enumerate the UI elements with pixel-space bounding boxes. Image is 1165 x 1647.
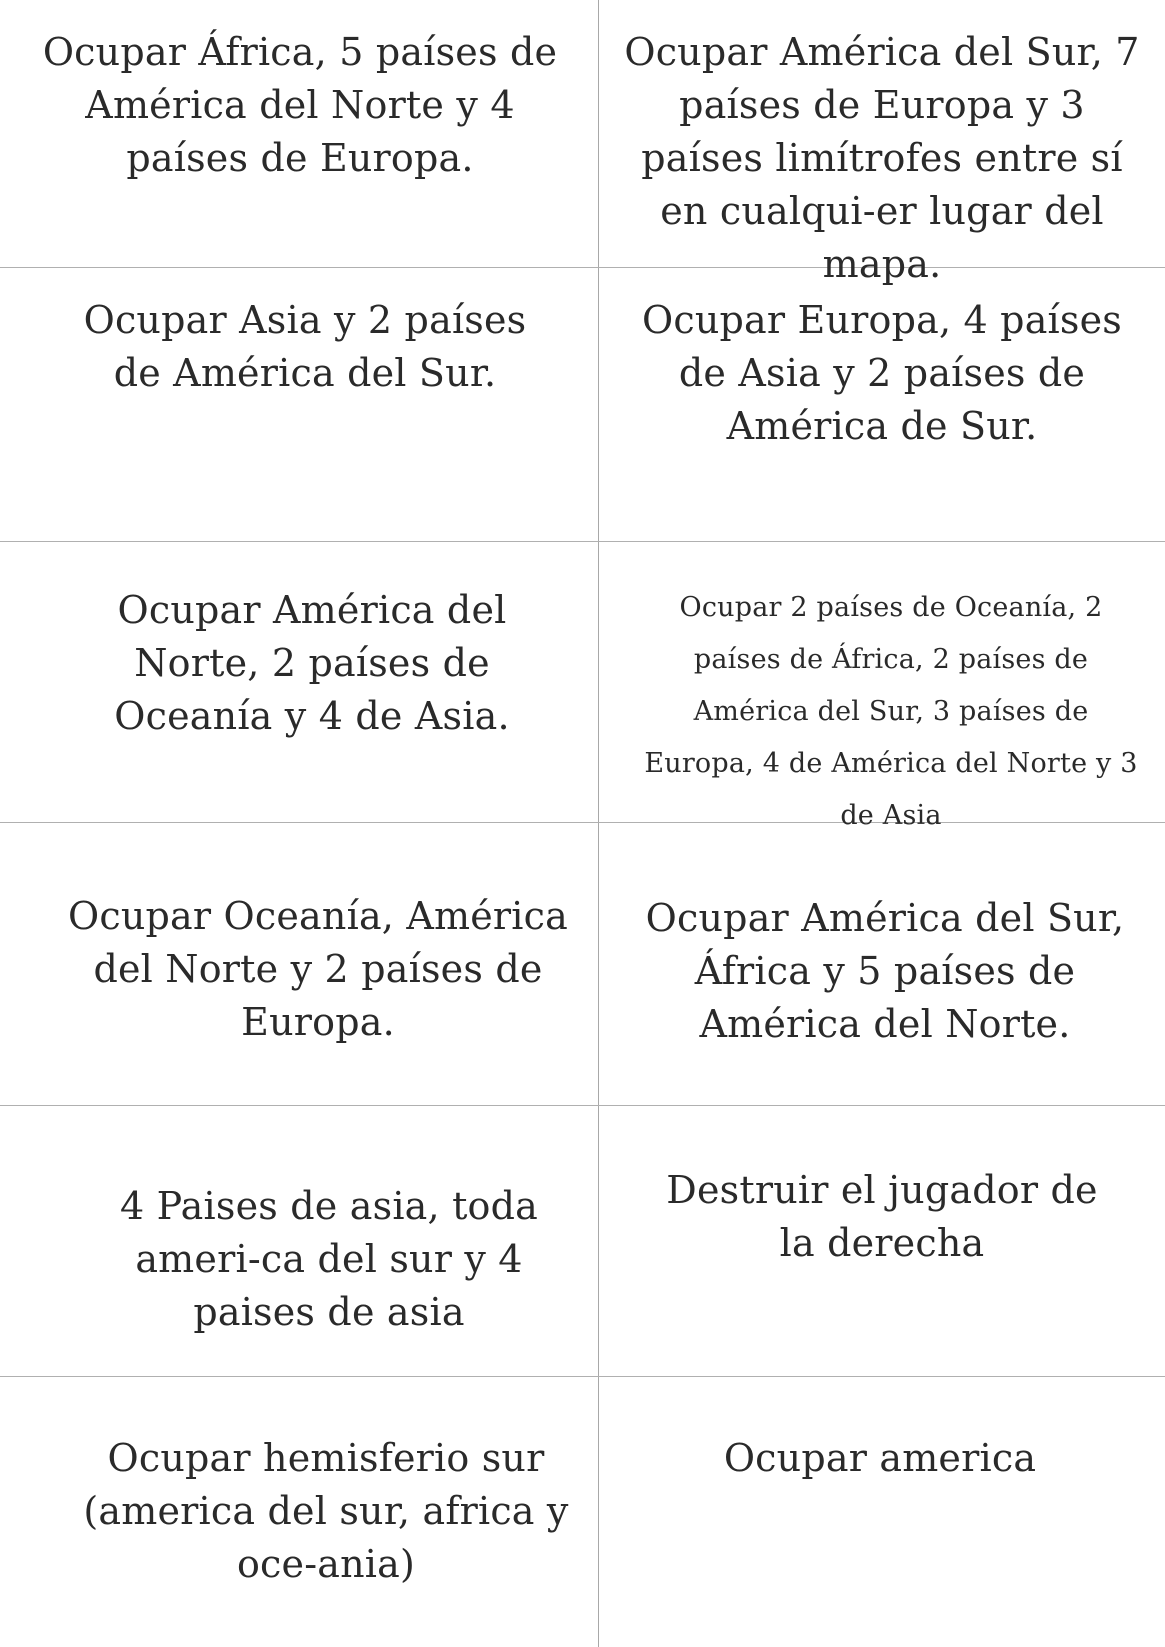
objective-text: Ocupar Asia y 2 países de América del Sur. <box>83 298 527 395</box>
objective-card <box>66 1432 586 1644</box>
objective-card <box>630 892 1140 1104</box>
objective-text: Destruir el jugador de la derecha <box>666 1168 1098 1265</box>
objective-card <box>74 1180 584 1372</box>
objective-text: Ocupar América del Sur, 7 países de Europa y 3 países limítrofes entre sí en cualqui-er lugar del mapa. <box>624 30 1140 286</box>
column-divider <box>598 0 599 1647</box>
objective-text: Ocupar América del Sur, África y 5 países de América del Norte. <box>645 896 1125 1046</box>
objective-text: Ocupar Oceanía, América del Norte y 2 países de Europa. <box>68 894 568 1044</box>
row-divider <box>0 1376 1165 1377</box>
objective-card <box>60 294 550 539</box>
row-divider <box>0 1105 1165 1106</box>
objective-card <box>62 584 562 820</box>
objective-card <box>40 26 560 266</box>
objective-card <box>652 1164 1112 1372</box>
objective-card <box>632 294 1132 539</box>
objective-text: Ocupar África, 5 países de América del Norte y 4 países de Europa. <box>42 30 558 180</box>
objective-card <box>640 1432 1120 1644</box>
objective-text: Ocupar Europa, 4 países de Asia y 2 países de América de Sur. <box>641 298 1122 448</box>
objective-text: Ocupar hemisferio sur (america del sur, africa y oce-ania) <box>83 1436 569 1586</box>
objective-text: Ocupar 2 países de Oceanía, 2 países de África, 2 países de América del Sur, 3 países de Europa, 4 de América del Norte y 3 de Asia <box>644 592 1138 831</box>
objective-text: Ocupar América del Norte, 2 países de Oceanía y 4 de Asia. <box>114 588 510 738</box>
row-divider <box>0 541 1165 542</box>
objective-card <box>58 890 578 1102</box>
objective-card <box>636 582 1146 831</box>
objective-text: 4 Paises de asia, toda ameri-ca del sur y 4 paises de asia <box>119 1184 539 1334</box>
objective-text: Ocupar america <box>723 1436 1037 1480</box>
objective-card <box>618 26 1146 286</box>
